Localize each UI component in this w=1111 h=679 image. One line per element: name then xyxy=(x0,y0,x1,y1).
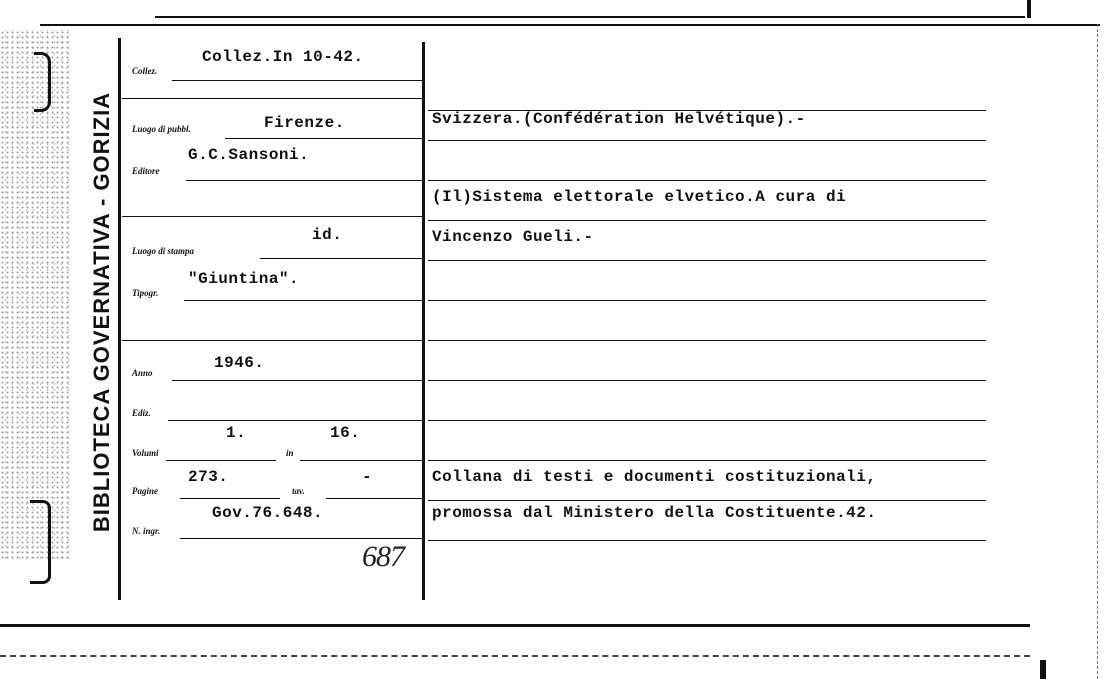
editore-value: G.C.Sansoni. xyxy=(188,146,310,164)
description-line-2: (Il)Sistema elettorale elvetico.A cura di xyxy=(432,188,847,206)
desc-line-7 xyxy=(428,340,986,341)
bottom-right-mark xyxy=(1040,660,1046,679)
shelf-number-handwritten: 687 xyxy=(362,540,404,573)
desc-line-11 xyxy=(428,500,986,501)
luogo-pubbl-value: Firenze. xyxy=(264,114,345,132)
pagine-label: Pagine xyxy=(132,486,158,496)
top-right-corner-mark xyxy=(1027,0,1031,18)
ediz-label: Ediz. xyxy=(132,408,151,418)
description-line-3: Vincenzo Gueli.- xyxy=(432,228,594,246)
collezione-label: Collez. xyxy=(132,66,158,76)
binding-bracket-bottom xyxy=(30,500,51,584)
tavole-value: - xyxy=(362,468,373,486)
in-value: 16. xyxy=(330,424,361,442)
desc-line-3 xyxy=(428,180,986,181)
desc-line-4 xyxy=(428,220,986,221)
in-line xyxy=(300,460,422,461)
bottom-border-line xyxy=(0,624,1030,627)
divider-1 xyxy=(122,98,422,99)
left-column-line xyxy=(118,38,121,600)
tavole-line xyxy=(326,498,422,499)
desc-line-2 xyxy=(428,140,986,141)
description-line-4: Collana di testi e documenti costituzionali, xyxy=(432,468,877,486)
card-top-edge xyxy=(40,24,1100,26)
anno-line xyxy=(172,380,422,381)
anno-value: 1946. xyxy=(214,354,265,372)
tipografo-line xyxy=(184,300,422,301)
ediz-line xyxy=(168,420,422,421)
tavole-label: tav. xyxy=(292,486,305,496)
editore-line xyxy=(186,180,422,181)
volumi-label: Volumi xyxy=(132,448,159,458)
luogo-pubbl-line xyxy=(225,138,422,139)
top-border-line xyxy=(155,16,1025,18)
pagine-value: 273. xyxy=(188,468,229,486)
binding-bracket-top xyxy=(34,52,51,112)
bottom-dotted-line xyxy=(0,655,1030,657)
volumi-value: 1. xyxy=(226,424,247,442)
desc-line-10 xyxy=(428,460,986,461)
tipografo-label: Tipogr. xyxy=(132,288,159,298)
anno-label: Anno xyxy=(132,368,153,378)
library-name-vertical: BIBLIOTECA GOVERNATIVA - GORIZIA xyxy=(89,91,114,533)
in-label: in xyxy=(286,448,294,458)
divider-3 xyxy=(122,340,422,341)
desc-line-9 xyxy=(428,420,986,421)
luogo-pubbl-label: Luogo di pubbl. xyxy=(132,124,191,134)
n-ingr-line xyxy=(180,538,422,539)
description-line-1: Svizzera.(Confédération Helvétique).- xyxy=(432,110,806,128)
tipografo-value: "Giuntina". xyxy=(188,270,300,288)
description-line-5: promossa dal Ministero della Costituente.42. xyxy=(432,504,877,522)
volumi-line xyxy=(166,460,276,461)
desc-line-12 xyxy=(428,540,986,541)
luogo-stampa-line xyxy=(260,258,422,259)
n-ingr-value: Gov.76.648. xyxy=(212,504,324,522)
desc-line-6 xyxy=(428,300,986,301)
pagine-line xyxy=(180,498,280,499)
collezione-line xyxy=(172,80,422,81)
divider-2 xyxy=(122,216,422,217)
luogo-stampa-value: id. xyxy=(312,226,343,244)
collezione-value: Collez.In 10-42. xyxy=(202,48,364,66)
right-edge-line xyxy=(1097,24,1098,679)
middle-column-line xyxy=(422,42,425,600)
editore-label: Editore xyxy=(132,166,160,176)
n-ingr-label: N. ingr. xyxy=(132,526,161,536)
desc-line-5 xyxy=(428,260,986,261)
desc-line-8 xyxy=(428,380,986,381)
luogo-stampa-label: Luogo di stampa xyxy=(132,246,195,256)
